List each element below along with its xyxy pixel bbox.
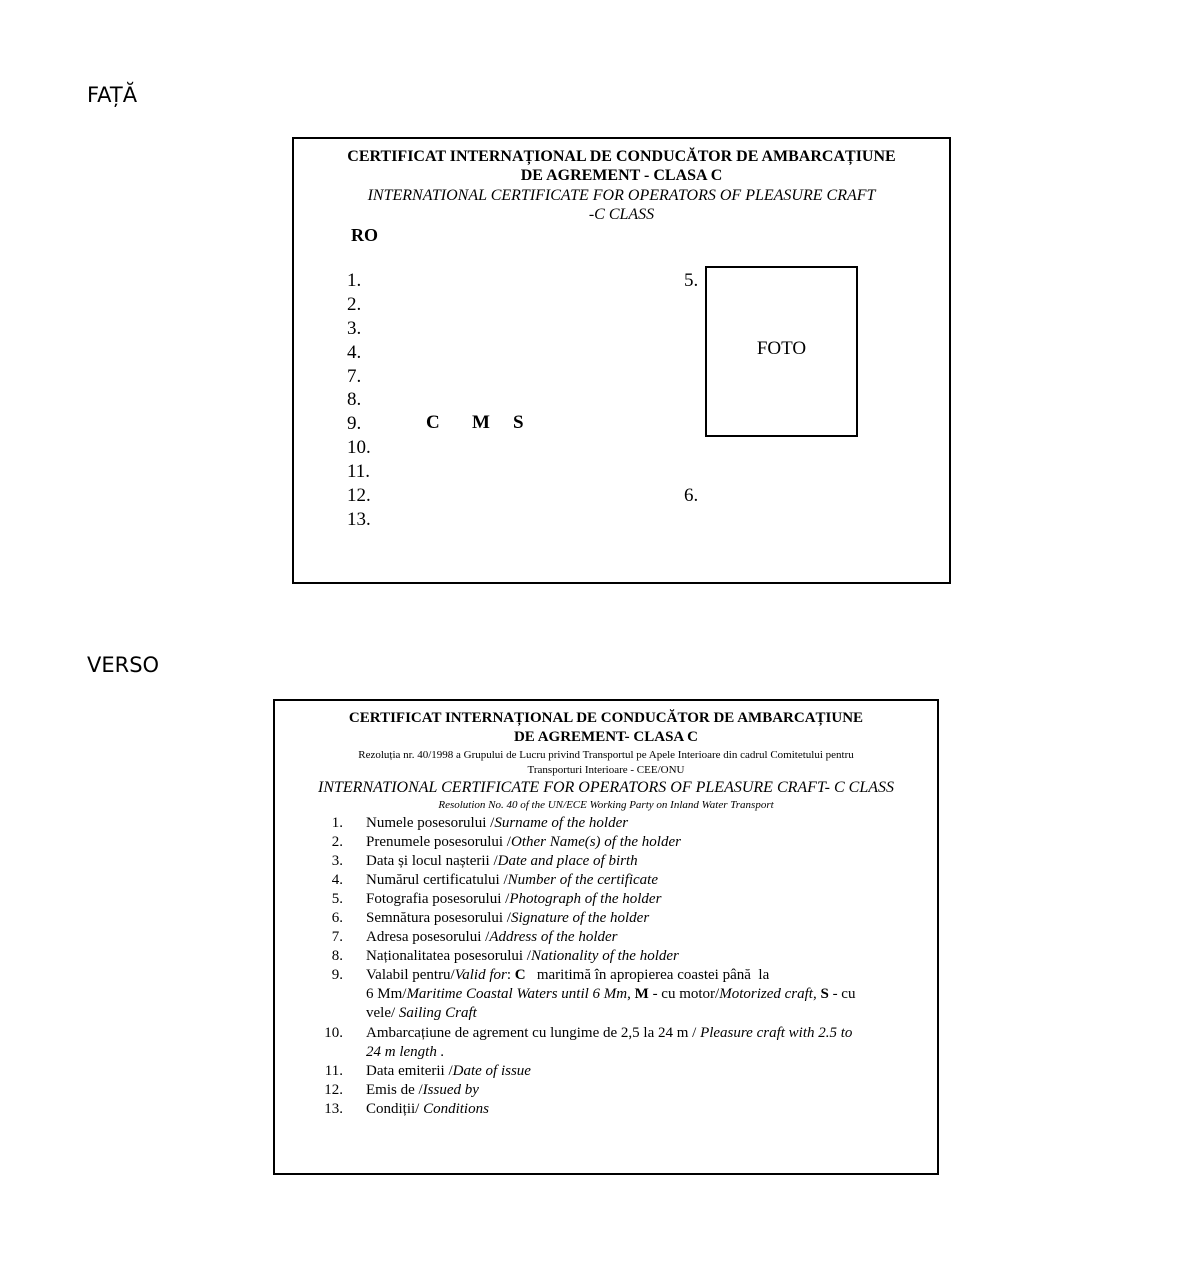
item9-class-m: M [634, 986, 649, 1002]
field-number: 8. [347, 389, 362, 410]
item9-line2 [366, 986, 855, 1003]
field-number-6: 6. [684, 485, 699, 506]
item9-m-desc: - cu motor/ [648, 986, 720, 1002]
field-number: 1. [347, 270, 362, 291]
photo-label: FOTO [756, 338, 807, 359]
item9-s-desc: - cu [828, 986, 856, 1002]
field-number: 10. [347, 437, 371, 458]
item-en: Other Name(s) of the holder [510, 834, 681, 850]
item-number: 12. [324, 1082, 343, 1098]
field-number: 3. [347, 318, 362, 339]
item-number: 2. [331, 834, 343, 850]
item9-colon: : [506, 967, 515, 983]
back-title-line1: CERTIFICAT INTERNAȚIONAL DE CONDUCĂTOR DE AMBARCAȚIUNE [348, 710, 864, 726]
item-number: 7. [331, 929, 343, 945]
back-card [273, 699, 939, 1175]
item-ro: Numărul certificatului / [366, 872, 508, 888]
list-item [366, 872, 658, 889]
field-number: 7. [347, 366, 362, 387]
item-number: 10. [324, 1025, 343, 1041]
photo-box [705, 266, 858, 437]
item9-class-s: S [820, 986, 829, 1002]
back-title-en: INTERNATIONAL CERTIFICATE FOR OPERATORS OF PLEASURE CRAFT- C CLASS [318, 779, 894, 796]
item9-vele: vele/ [366, 1005, 399, 1021]
item-ro: Numele posesorului / [366, 815, 495, 831]
item9-line3 [366, 1005, 477, 1022]
item-en: Date and place of birth [497, 853, 638, 869]
item-number: 11. [324, 1063, 343, 1079]
item-en: Date of issue [452, 1063, 531, 1079]
item10-line2: 24 m length . [366, 1044, 445, 1060]
item9-sailing-en: Sailing Craft [398, 1005, 477, 1021]
item9-mm: 6 Mm/ [366, 986, 407, 1002]
field-number: 12. [347, 485, 371, 506]
item9-sep: , [627, 986, 635, 1002]
item9-line1 [366, 967, 769, 984]
item-number: 4. [331, 872, 343, 888]
item-number: 5. [331, 891, 343, 907]
field-number-5: 5. [684, 270, 699, 291]
resolution-en: Resolution No. 40 of the UN/ECE Working Party on Inland Water Transport [438, 799, 774, 811]
item-number: 8. [331, 948, 343, 964]
item-en: Address of the holder [489, 929, 618, 945]
field-number: 13. [347, 509, 371, 530]
item-en: Conditions [423, 1101, 489, 1117]
front-title-line2: DE AGREMENT - CLASA C [520, 167, 723, 184]
list-item [366, 891, 661, 908]
list-item [366, 834, 681, 851]
resolution-ro-line2: Transporturi Interioare - CEE/ONU [527, 764, 685, 776]
front-card [292, 137, 951, 584]
list-item [366, 910, 649, 927]
item-ro: Prenumele posesorului / [366, 834, 511, 850]
item-number: 6. [331, 910, 343, 926]
item-ro: Adresa posesorului / [366, 929, 490, 945]
item-en: Photograph of the holder [509, 891, 662, 907]
front-section-label: FAȚĂ [87, 83, 138, 107]
item-number: 13. [324, 1101, 343, 1117]
list-item [366, 1082, 479, 1099]
class-code-m: M [472, 412, 490, 433]
list-item [366, 1063, 531, 1080]
item-ro: Condiții/ [366, 1101, 424, 1117]
item-ro: Emis de / [366, 1082, 423, 1098]
item-number: 9. [331, 967, 343, 983]
list-item [366, 1101, 489, 1118]
item-ro: Semnătura posesorului / [366, 910, 511, 926]
field-number: 11. [347, 461, 371, 482]
resolution-ro-line1: Rezoluția nr. 40/1998 a Grupului de Lucru privind Transportul pe Apele Interioare din cadrul Comitetului pentru [358, 749, 854, 761]
item10-ro: Ambarcațiune de agrement cu lungime de 2,5 la 24 m / [366, 1025, 701, 1041]
item-ro: Data emiterii / [366, 1063, 453, 1079]
class-code-s: S [513, 412, 524, 433]
item9-ro: Valabil pentru/ [366, 967, 455, 983]
item9-en: Valid for [454, 967, 507, 983]
item-ro: Naționalitatea posesorului / [366, 948, 531, 964]
list-item [366, 853, 638, 870]
country-code: RO [351, 225, 378, 245]
item-en: Number of the certificate [507, 872, 659, 888]
item9-c-desc: maritimă în apropierea coastei până la [525, 967, 770, 983]
item-en: Signature of the holder [510, 910, 650, 926]
item-number: 3. [331, 853, 343, 869]
item9-sep2: , [812, 986, 821, 1002]
list-item [366, 815, 628, 832]
item-ro: Fotografia posesorului / [366, 891, 510, 907]
item10-en: Pleasure craft with 2.5 to [700, 1025, 853, 1041]
front-subtitle-line1: INTERNATIONAL CERTIFICATE FOR OPERATORS OF PLEASURE CRAFT [367, 187, 876, 204]
item9-class-c: C [514, 967, 526, 983]
front-title-line1: CERTIFICAT INTERNAȚIONAL DE CONDUCĂTOR DE AMBARCAȚIUNE [347, 148, 896, 165]
item-en: Surname of the holder [494, 815, 629, 831]
field-number: 4. [347, 342, 362, 363]
item-en: Nationality of the holder [530, 948, 679, 964]
field-number: 2. [347, 294, 362, 315]
item9-m-en: Motorized craft [719, 986, 813, 1002]
class-code-c: C [426, 412, 440, 433]
back-section-label: VERSO [87, 653, 160, 677]
list-item [366, 948, 679, 965]
front-subtitle-line2: -C CLASS [588, 206, 655, 223]
item10-line1 [366, 1025, 852, 1042]
field-number: 9. [347, 413, 362, 434]
item-number: 1. [331, 815, 343, 831]
item9-mm-en: Maritime Coastal Waters until 6 Mm [406, 986, 628, 1002]
item-en: Issued by [422, 1082, 479, 1098]
list-item [366, 929, 618, 946]
item-ro: Data și locul nașterii / [366, 853, 498, 869]
back-title-line2: DE AGREMENT- CLASA C [513, 729, 699, 745]
